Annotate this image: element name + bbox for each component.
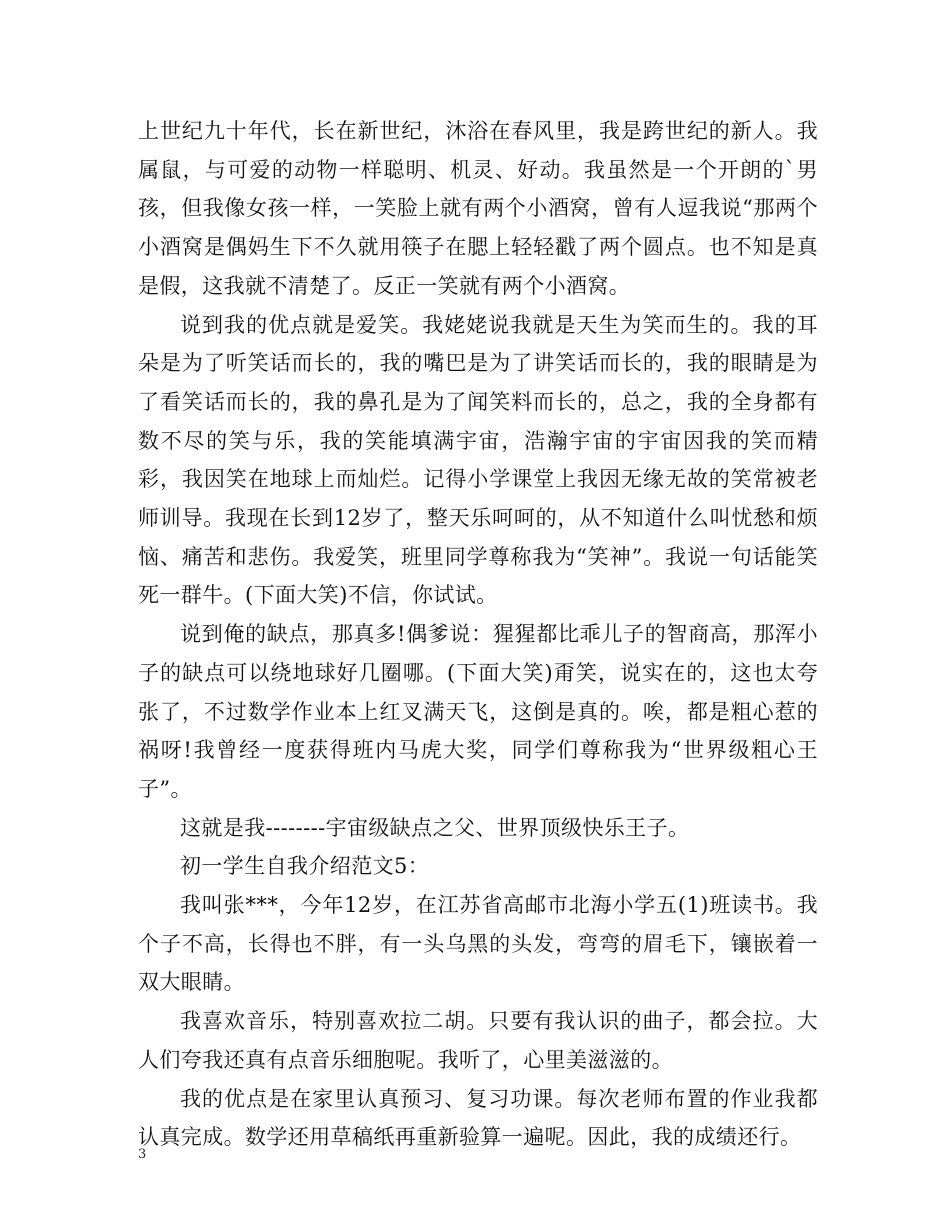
paragraph-study-habits: 我的优点是在家里认真预习、复习功课。每次老师布置的作业我都认真完成。数学还用草稿纸再重新验算一遍呢。因此，我的成绩还行。 — [138, 1086, 818, 1150]
page-number: 3 — [138, 1147, 147, 1162]
paragraph-self-intro: 我叫张***，今年12岁，在江苏省高邮市北海小学五(1)班读书。我个子不高，长得也不胖，有一头乌黑的头发，弯弯的眉毛下，镶嵌着一双大眼睛。 — [138, 893, 818, 995]
paragraph-music: 我喜欢音乐，特别喜欢拉二胡。只要有我认识的曲子，都会拉。大人们夸我还真有点音乐细胞呢。我听了，心里美滋滋的。 — [138, 1009, 818, 1072]
paragraph-strength-laughing: 说到我的优点就是爱笑。我姥姥说我就是天生为笑而生的。我的耳朵是为了听笑话而长的，我的嘴巴是为了讲笑话而长的，我的眼睛是为了看笑话而长的，我的鼻孔是为了闻笑料而长的，总之，我的全身都有数不尽的笑与乐，我的笑能填满宇宙，浩瀚宇宙的宇宙因我的笑而精彩，我因笑在地球上而灿烂。记得小学课堂上我因无缘无故的笑常被老师训导。我现在长到12岁了，整天乐呵呵的，从不知道什么叫忧愁和烦恼、痛苦和悲伤。我爱笑，班里同学尊称我为“笑神”。我说一句话能笑死一群牛。(下面大笑)不信，你试试。 — [138, 312, 818, 608]
section-heading: 初一学生自我介绍范文5： — [180, 854, 430, 879]
paragraph-summary: 这就是我--------宇宙级缺点之父、世界顶级快乐王子。 — [180, 815, 690, 840]
paragraph-birth-intro: 上世纪九十年代，长在新世纪，沐浴在春风里，我是跨世纪的新人。我属鼠，与可爱的动物一样聪明、机灵、好动。我虽然是一个开朗的`男孩，但我像女孩一样，一笑脸上就有两个小酒窝，曾有人逗我说“那两个小酒窝是偶妈生下不久就用筷子在腮上轻轻戳了两个圆点。也不知是真是假，这我就不清楚了。反正一笑就有两个小酒窝。 — [138, 119, 818, 298]
document-body — [138, 112, 818, 1157]
paragraph-weakness-careless: 说到俺的缺点，那真多!偶爹说：猩猩都比乖儿子的智商高，那浑小子的缺点可以绕地球好几圈哪。(下面大笑)甭笑，说实在的，这也太夸张了，不过数学作业本上红叉满天飞，这倒是真的。唉，都是粗心惹的祸呀!我曾经一度获得班内马虎大奖，同学们尊称我为“世界级粗心王子”。 — [138, 622, 818, 801]
